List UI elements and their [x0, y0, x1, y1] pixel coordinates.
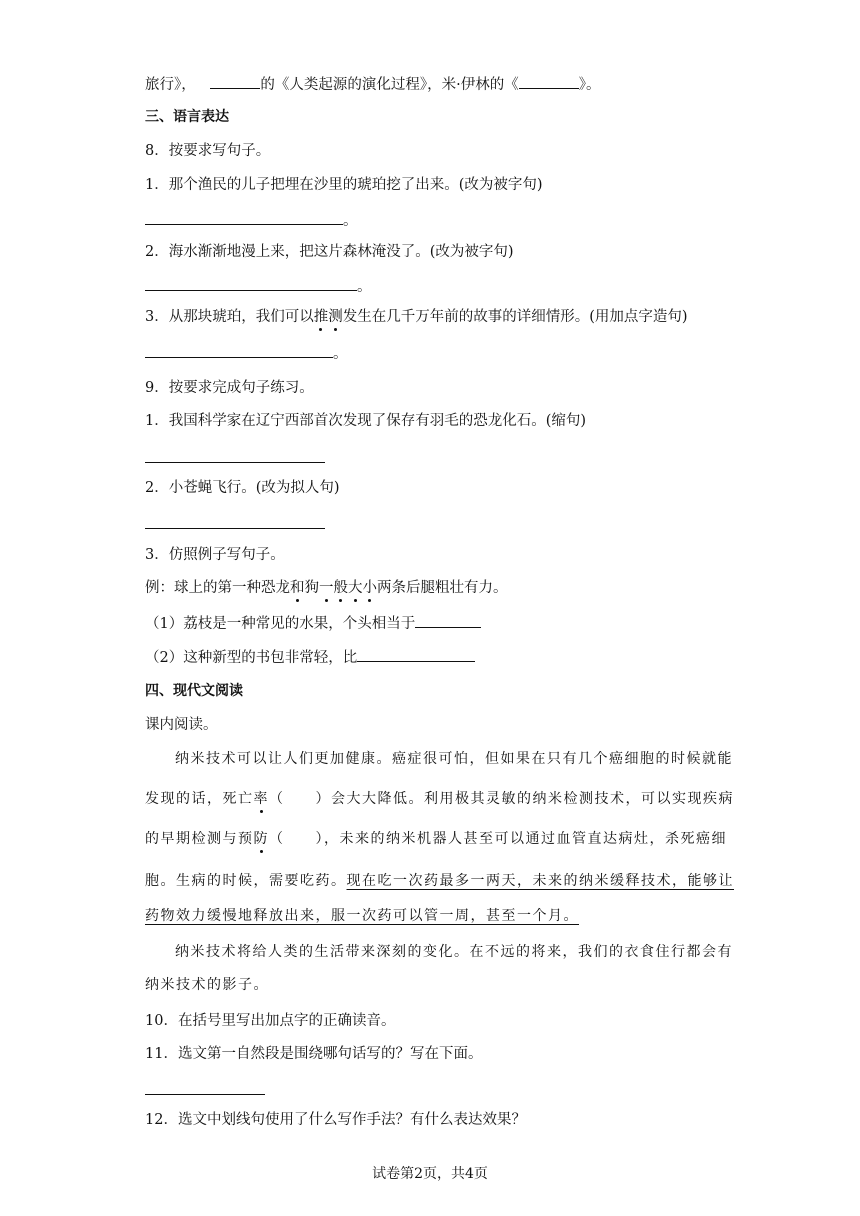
answer-line-9-1[interactable]	[145, 462, 325, 463]
dotted-char: 般	[333, 580, 348, 596]
text-fragment: 。	[333, 346, 348, 362]
fill-blank-line	[145, 74, 600, 95]
question-9: 9．按要求完成句子练习。	[145, 380, 314, 396]
answer-blank[interactable]	[415, 613, 481, 628]
answer-blank[interactable]	[210, 74, 260, 89]
passage-line: 纳米技术的影子。	[145, 977, 269, 993]
text-fragment: 两条后腿粗壮有力。	[377, 580, 508, 596]
passage-line	[145, 789, 734, 809]
text-fragment: 。	[343, 213, 358, 229]
question-9-1: 1．我国科学家在辽宁西部首次发现了保存有羽毛的恐龙化石。(缩句)	[145, 413, 587, 429]
dotted-char: 防	[253, 831, 269, 847]
question-8-1: 1．那个渔民的儿子把埋在沙里的琥珀挖了出来。(改为被字句)	[145, 177, 543, 193]
question-8: 8．按要求写句子。	[145, 143, 271, 159]
text-fragment: 狗	[304, 580, 319, 596]
dotted-char: 小	[362, 580, 377, 596]
passage-line: 纳米技术将给人类的生活带来深刻的变化。在不远的将来，我们的衣食住行都会有	[175, 944, 733, 960]
dotted-char: 和	[290, 580, 305, 596]
passage-line	[145, 906, 715, 926]
passage-line	[145, 871, 734, 891]
answer-line-11[interactable]	[145, 1094, 265, 1095]
question-11: 11．选文第一自然段是围绕哪句话写的？写在下面。	[145, 1046, 483, 1062]
dotted-char: 率	[253, 791, 269, 807]
text-fragment: 发生在几千万年前的故事的详细情形。(用加点字造句)	[342, 309, 688, 325]
passage-line	[145, 829, 727, 849]
answer-line-8-1[interactable]	[145, 210, 358, 231]
text-fragment: 》。	[578, 77, 601, 93]
passage-line: 纳米技术可以让人们更加健康。癌症很可怕，但如果在只有几个癌细胞的时候就能	[175, 751, 733, 767]
text-fragment: （ ），未来的纳米机器人甚至可以通过血管直达病灶，杀死癌细	[269, 831, 727, 847]
answer-line-8-3[interactable]	[145, 343, 348, 364]
question-12: 12．选文中划线句使用了什么写作手法？有什么表达效果？	[145, 1112, 526, 1128]
text-fragment: （2）这种新型的书包非常轻，比	[145, 650, 358, 666]
section-heading: 三、语言表达	[145, 109, 229, 125]
example-sentence	[145, 578, 508, 598]
sub-question-1	[145, 613, 481, 634]
answer-blank[interactable]	[519, 74, 579, 89]
text-fragment: 发现的话，死亡	[145, 791, 254, 807]
dotted-char: 大	[348, 580, 363, 596]
answer-line-9-2[interactable]	[145, 528, 325, 529]
reading-intro: 课内阅读。	[145, 717, 218, 733]
text-fragment: 的早期检测与预	[145, 831, 254, 847]
text-fragment: 例：球上的第一种恐龙	[145, 580, 290, 596]
question-9-3: 3．仿照例子写句子。	[145, 547, 285, 563]
dotted-char: 一	[319, 580, 334, 596]
question-10: 10．在括号里写出加点字的正确读音。	[145, 1013, 396, 1029]
answer-blank[interactable]	[145, 343, 333, 358]
dotted-char: 测	[328, 309, 343, 325]
question-8-2: 2．海水渐渐地漫上来，把这片森林淹没了。(改为被字句)	[145, 244, 514, 260]
underlined-sentence: 药物效力缓慢地释放出来，服一次药可以管一周，甚至一个月。	[145, 908, 579, 924]
answer-blank[interactable]	[145, 276, 357, 291]
underlined-sentence: 现在吃一次药最多一两天，未来的纳米缓释技术，能够让	[346, 873, 734, 889]
answer-blank[interactable]	[357, 647, 475, 662]
answer-line-8-2[interactable]	[145, 276, 372, 297]
question-9-2: 2．小苍蝇飞行。(改为拟人句)	[145, 480, 340, 496]
text-fragment: （ ）会大大降低。利用极其灵敏的纳米检测技术，可以实现疾病	[269, 791, 734, 807]
text-fragment: 。	[357, 279, 372, 295]
question-8-3	[145, 307, 688, 327]
text-fragment: 旅行》，	[145, 77, 196, 93]
dotted-char: 推	[313, 309, 329, 325]
page-footer: 试卷第2页，共4页	[372, 1166, 488, 1182]
text-fragment: 的《人类起源的演化过程》，米·伊林的《	[260, 77, 519, 93]
answer-blank[interactable]	[145, 210, 343, 225]
text-fragment: 3．从那块琥珀，我们可以	[145, 309, 314, 325]
text-fragment: （1）荔枝是一种常见的水果，个头相当于	[145, 616, 416, 632]
text-fragment: 胞。生病的时候，需要吃药。	[145, 873, 347, 889]
section-heading: 四、现代文阅读	[145, 683, 243, 699]
sub-question-2	[145, 647, 475, 668]
